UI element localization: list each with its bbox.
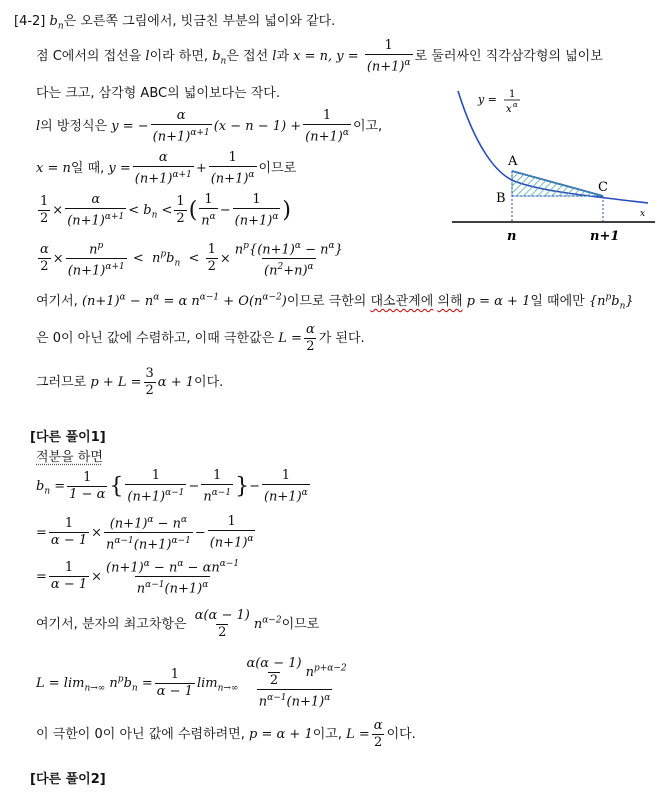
text: 다는 크고, 삼각형 ABC의 넓이보다는 작다. (36, 86, 280, 101)
alt1-leading (36, 608, 319, 641)
fraction: $\frac{\alpha}{2}$ (305, 322, 315, 354)
math: x = n (36, 161, 71, 177)
fraction: $\frac{1}{\alpha - 1}$ (50, 516, 88, 549)
math-bn: $b_n$ (212, 49, 227, 67)
text: 이므로 (258, 161, 297, 177)
math: < $b_n$ < (128, 203, 173, 221)
fraction: $\frac{\alpha(\alpha - 1)}{2}$ $n^{p+\alpha-2}$ $n^{\alpha-1}(n+1)^\alpha$ (246, 656, 347, 710)
alt1-eq3 (36, 556, 243, 598)
x-axis-label: x (640, 209, 646, 219)
para-tangent-cont (36, 82, 280, 101)
math: $(n+1)^\alpha - n^\alpha = \alpha$ $n^{\alpha-1} + O(n^{\alpha-2})$ (81, 292, 287, 309)
math: y = (108, 161, 131, 177)
fraction: $\frac{1}{1 - \alpha}$ (69, 470, 106, 503)
paren: } (235, 474, 250, 500)
alt1-conclusion (36, 718, 416, 751)
text: 이 극한이 0이 아닌 값에 수렴하려면, (36, 727, 245, 742)
math: p = α + 1 (466, 294, 531, 309)
fraction: $\frac{1}{\alpha - 1}$ (156, 666, 193, 699)
paren: ( (188, 198, 198, 224)
math-l: l (36, 119, 41, 135)
math-l: l (272, 49, 277, 65)
text: 여기서, (36, 294, 78, 309)
fraction: $\frac{1}{2}$ (176, 194, 185, 227)
math: p + L = (90, 375, 142, 390)
curve-label-num: 1 (509, 89, 516, 100)
header-text: 은 오른쪽 그림에서, 빗금친 부분의 넓이와 같다. (63, 14, 336, 29)
text: 일 때, (70, 161, 105, 177)
fraction: $\frac{\alpha}{(n+1)^{\alpha+1}}$ (67, 192, 125, 229)
fraction: $\frac{1}{\alpha - 1}$ (50, 560, 88, 593)
text: 이다. (194, 375, 224, 390)
text: 이므로 (281, 617, 320, 632)
fraction: $\frac{(n+1)^\alpha - n^\alpha - \alpha n^{\alpha-1}}{n^{\alpha-1}(n+1)^\alpha}$ (106, 559, 240, 597)
text: 로 둘러싸인 직각삼각형의 넓이보 (414, 49, 603, 65)
fraction: $\frac{n^p}{(n+1)^{\alpha+1}}$ (67, 241, 125, 279)
fraction: $\frac{(n+1)^\alpha - n^\alpha}{n^{\alpha-1}(n+1)^{\alpha-1}}$ (106, 515, 191, 553)
fraction: $\frac{\alpha}{(n+1)^{\alpha+1}}$ (134, 150, 192, 187)
text: 이라 하면, (149, 49, 209, 65)
text: 여기서, 분자의 최고차항은 (36, 617, 187, 632)
alt2-title: [다른 풀이2] (30, 772, 106, 787)
text: 대소관계에 (370, 294, 434, 309)
paren: { (109, 474, 124, 500)
tick-n: n (507, 229, 517, 244)
math: = (36, 569, 47, 585)
curve-label-den: x (506, 104, 512, 115)
alt1-eq2 (36, 512, 257, 554)
math: y = − (111, 119, 149, 135)
alt1-eq1 (36, 468, 312, 505)
para-result (36, 366, 223, 399)
math: α + 1 (157, 375, 195, 390)
alt1-title: [다른 풀이1] (30, 430, 106, 445)
ineq-2 (36, 238, 347, 280)
fraction: $\frac{1}{(n+1)^\alpha}$ (366, 38, 411, 75)
math: × (52, 251, 64, 267)
problem-header (14, 10, 335, 32)
point-a-label: A (508, 154, 518, 169)
text: 일 때에만 (530, 294, 585, 309)
tick-n1: n+1 (590, 229, 620, 244)
fraction: $\frac{1}{(n+1)^\alpha}$ (210, 150, 255, 187)
para-limit-2 (36, 322, 365, 355)
math: $\{n^pb_n\}$ (588, 292, 634, 312)
text: 은 0이 아닌 값에 수렴하고, 이때 극한값은 (36, 331, 275, 346)
math: L = (346, 727, 370, 742)
fraction: $\frac{1}{2}$ (40, 194, 49, 227)
text: 그러므로 (36, 375, 87, 390)
text: 은 접선 (226, 49, 269, 65)
math: $\lim_{n\to\infty}$ (196, 675, 239, 694)
math: × (91, 569, 103, 585)
curve-label-exp: α (513, 101, 518, 109)
fraction: $\frac{1}{n^{\alpha-1}}$ (203, 468, 232, 505)
math: − (188, 479, 200, 495)
math: $n^{\alpha-2}$ (253, 615, 282, 632)
paren: ) (282, 198, 292, 224)
alt1-limit (36, 656, 351, 710)
eq-tangent (36, 108, 382, 145)
fraction: $\frac{1}{n^\alpha}$ (201, 192, 216, 229)
math: − (219, 203, 231, 219)
math: < $n^pb_n$ < (128, 250, 204, 269)
math: p = α + 1 (249, 727, 313, 742)
text: 과 (276, 49, 290, 65)
math-y-eq: y = (336, 49, 359, 65)
fraction: $\frac{1}{2}$ (207, 242, 216, 275)
math-l: l (145, 49, 150, 65)
math: − (249, 479, 260, 495)
fraction: $\frac{n^p\{(n+1)^\alpha - n^\alpha\}}{(n^2+n)^\alpha}$ (234, 241, 343, 279)
math: × (52, 203, 64, 219)
math-x-eq-n: x = n, (293, 49, 333, 65)
fraction: $\frac{\alpha}{(n+1)^{\alpha+1}}$ (152, 108, 210, 145)
text: 점 C에서의 접선을 (36, 49, 142, 65)
text: 가 된다. (318, 331, 365, 346)
point-b-label: B (496, 191, 506, 206)
math: $b_n$ = (36, 479, 66, 497)
ineq-1 (36, 192, 291, 229)
math: $L = \lim_{n\to\infty} n^pb_n$ = (36, 674, 153, 694)
math: L = (278, 331, 302, 346)
point-c-label: C (598, 180, 608, 195)
fraction: $\frac{1}{(n+1)^\alpha}$ (209, 514, 254, 551)
fraction: $\frac{\alpha}{2}$ (40, 242, 49, 275)
text: 이고, (352, 119, 383, 135)
text: 이다. (386, 727, 416, 742)
math: = (36, 525, 47, 541)
text: 이므로 극한의 (286, 294, 367, 309)
hatched-triangle (512, 171, 603, 196)
math: × (91, 525, 103, 541)
para-tangent (36, 38, 603, 75)
para-limit (36, 290, 634, 312)
math: (x − n − 1) + (213, 119, 302, 135)
problem-number: [4-2] (14, 14, 46, 29)
fraction: $\frac{3}{2}$ (145, 366, 154, 398)
eq-at-n (36, 150, 296, 187)
text: 이고, (312, 727, 342, 742)
text: 의해 (437, 294, 463, 309)
math: × (219, 251, 231, 267)
text: 의 방정식은 (40, 119, 108, 135)
fraction: $\frac{\alpha(\alpha - 1)}{2}$ (194, 608, 250, 640)
fraction: $\frac{1}{(n+1)^\alpha}$ (263, 468, 308, 505)
fraction: $\frac{\alpha}{2}$ (373, 718, 383, 750)
fraction: $\frac{1}{(n+1)^\alpha}$ (305, 108, 349, 145)
area-figure (450, 85, 660, 250)
math: + (195, 161, 207, 177)
fraction: $\frac{1}{(n+1)^\alpha}$ (234, 192, 279, 229)
curve-label: y = (478, 93, 497, 106)
math-bn: $b_n$ (49, 14, 64, 32)
math: − (194, 525, 206, 541)
fraction: $\frac{1}{(n+1)^{\alpha-1}}$ (127, 468, 185, 505)
alt1-sub: 적분을 하면 (36, 450, 103, 465)
